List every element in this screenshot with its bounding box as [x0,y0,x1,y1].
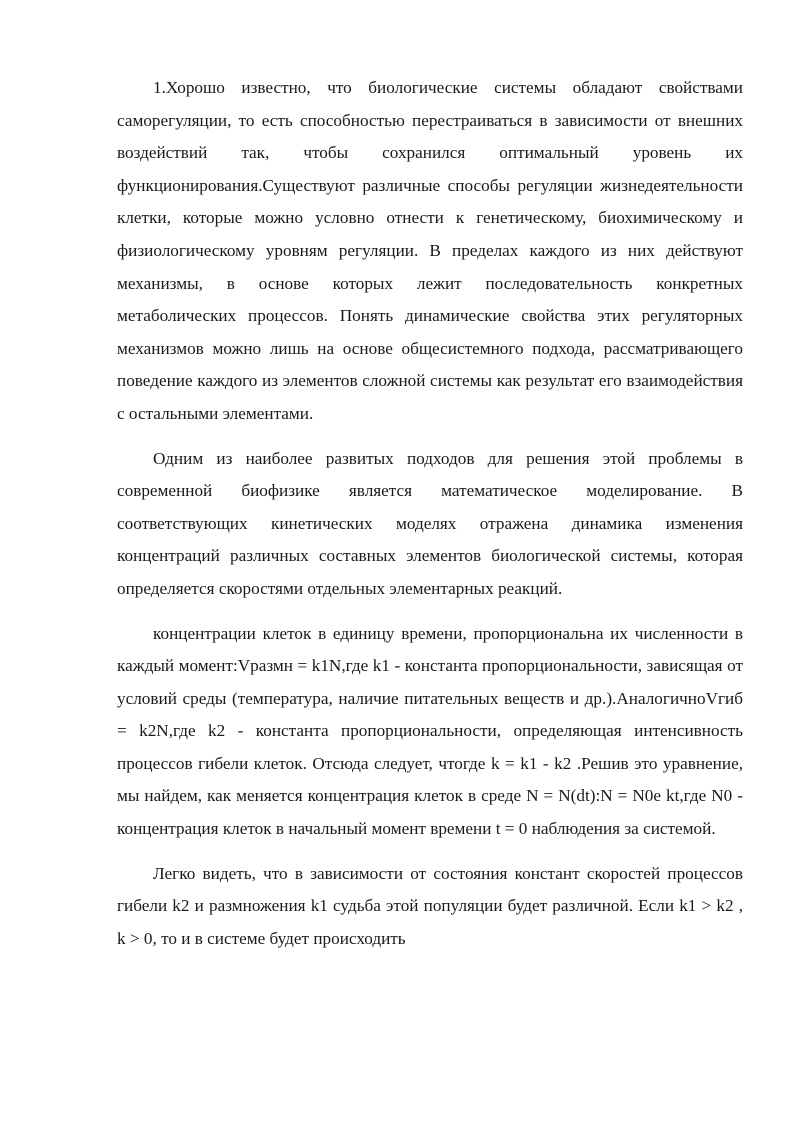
paragraph-3: концентрации клеток в единицу времени, пропорциональна их численности в каждый момент:Vразмн = k1N,где k1 - константа пропорциональности, зависящая от условий среды (температура, наличие питательных веществ и др.).АналогичноVгиб = k2N,где k2 - константа пропорциональности, определяющая интенсивность процессов гибели клеток. Отсюда следует, чтогде k = k1 - k2 .Решив это уравнение, мы найдем, как меняется концентрация клеток в среде N = N(dt):N = N0e kt,где N0 - концентрация клеток в начальный момент времени t = 0 наблюдения за системой. [117,623,743,839]
document-body [117,72,743,967]
paragraph-2: Одним из наиболее развитых подходов для решения этой проблемы в современной биофизике является математическое моделирование. В соответствующих кинетических моделях отражена динамика изменения концентраций различных составных элементов биологической системы, которая определяется скоростями отдельных элементарных реакций. [117,448,743,598]
paragraph-4: Легко видеть, что в зависимости от состояния констант скоростей процессов гибели k2 и размножения k1 судьба этой популяции будет различной. Если k1 > k2 , k > 0, то и в системе будет происходить [117,863,743,948]
paragraph-1: 1.Хорошо известно, что биологические системы обладают свойствами саморегуляции, то есть способностью перестраиваться в зависимости от внешних воздействий так, чтобы сохранился оптимальный уровень их функционирования.Существуют различные способы регуляции жизнедеятельности клетки, которые можно условно отнести к генетическому, биохимическому и физиологическому уровням регуляции. В пределах каждого из них действуют механизмы, в основе которых лежит последовательность конкретных метаболических процессов. Понять динамические свойства этих регуляторных механизмов можно лишь на основе общесистемного подхода, рассматривающего поведение каждого из элементов сложной системы как результат его взаимодействия с остальными элементами. [117,78,743,423]
